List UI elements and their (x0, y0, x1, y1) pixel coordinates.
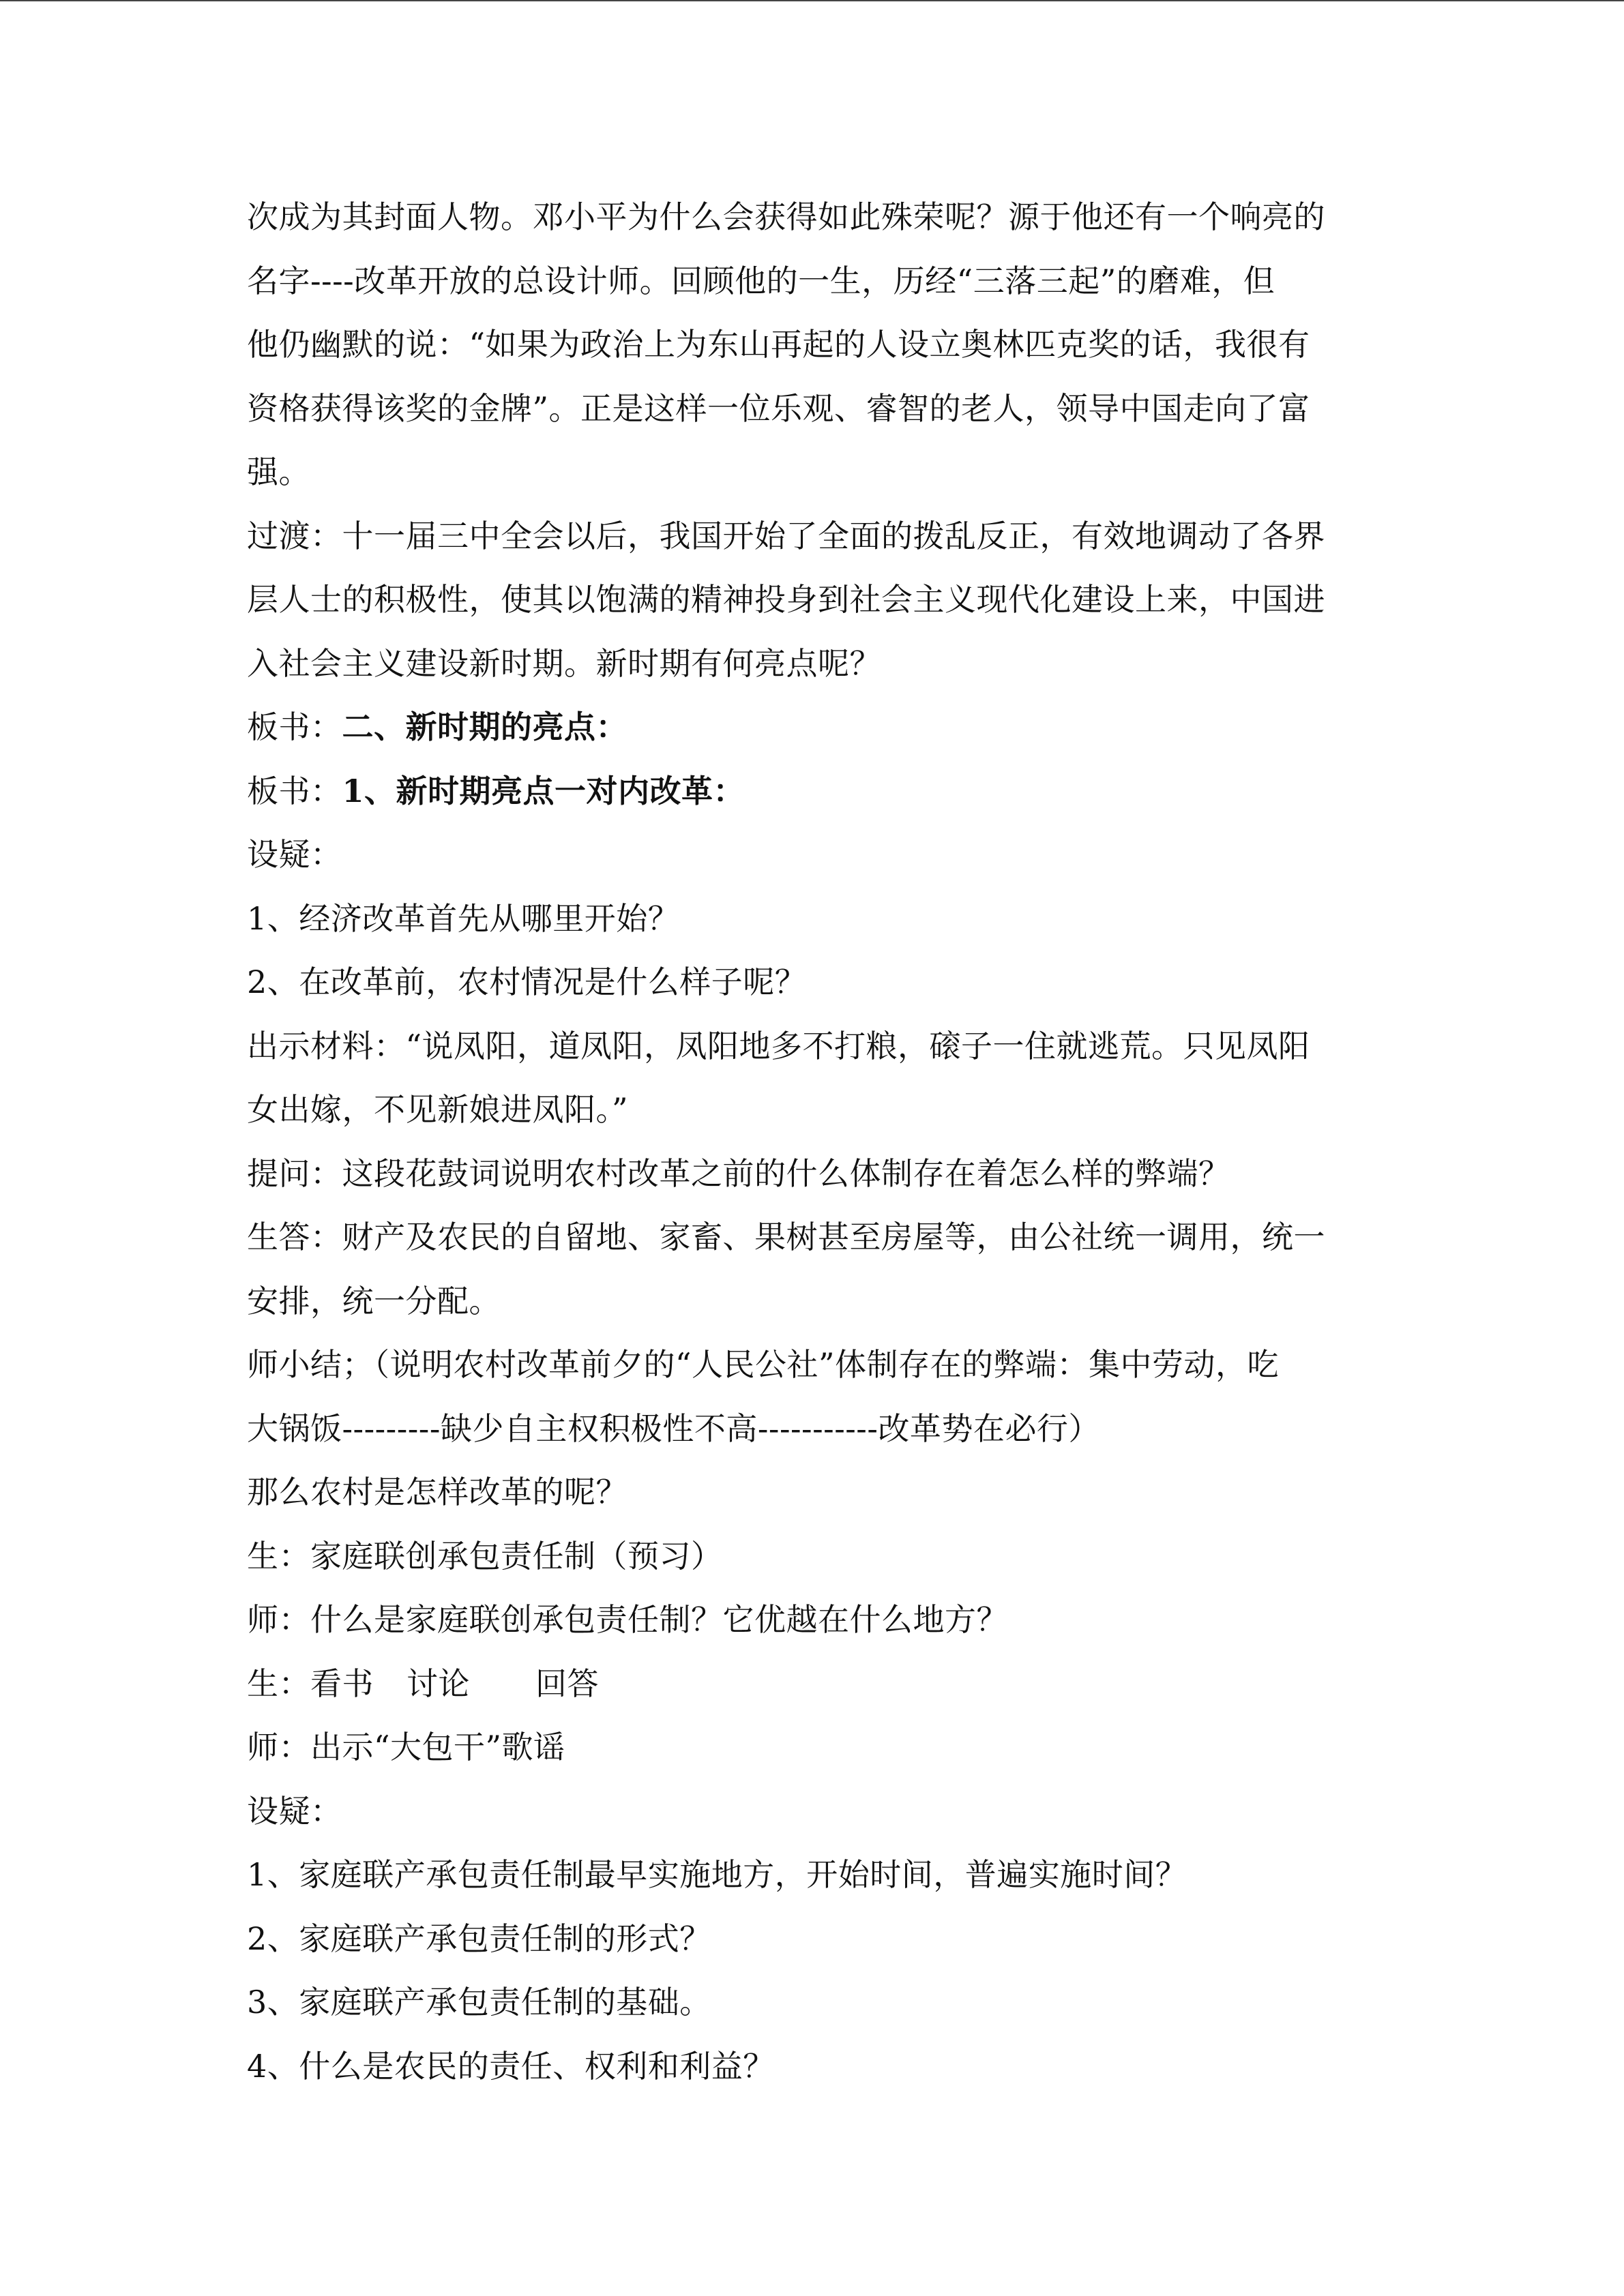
board-label: 板书： (247, 772, 342, 809)
paragraph-line: 设疑： (247, 1792, 342, 1830)
question-line: 4、什么是农民的责任、权利和利益？ (247, 2047, 775, 2085)
student-activity-line (247, 1652, 1379, 1716)
paragraph-line: 强。 (247, 453, 310, 490)
board-heading-main (247, 696, 1379, 760)
paragraph-line: 资格获得该奖的金牌”。正是这样一位乐观、睿智的老人，领导中国走向了富 (247, 389, 1310, 427)
board-heading-text: 二、新时期的亮点： (342, 709, 628, 745)
question-line: 1、经济改革首先从哪里开始？ (247, 899, 680, 937)
paragraph-line: 他仍幽默的说：“如果为政治上为东山再起的人设立奥林匹克奖的话，我很有 (247, 326, 1310, 363)
paragraph-line: 师小结；（说明农村改革前夕的“人民公社”体制存在的弊端：集中劳动，吃 (247, 1346, 1280, 1383)
board-heading-text: 1、新时期亮点一对内改革： (342, 772, 745, 809)
student-activity-discuss: 讨论 (407, 1665, 470, 1702)
question-line: 2、在改革前，农村情况是什么样子呢？ (247, 964, 807, 1000)
document-body (247, 185, 1379, 2098)
question-line: 2、家庭联产承包责任制的形式？ (247, 1920, 711, 1957)
paragraph-line: 入社会主义建设新时期。新时期有何亮点呢？ (247, 644, 881, 682)
paragraph-line: 生答：财产及农民的自留地、家畜、果树甚至房屋等，由公社统一调用，统一 (247, 1219, 1325, 1255)
paragraph-line: 层人士的积极性，使其以饱满的精神投身到社会主义现代化建设上来，中国进 (247, 581, 1325, 618)
paragraph-line: 女出嫁，不见新娘进凤阳。” (247, 1091, 629, 1128)
paragraph-line: 那么农村是怎样改革的呢？ (247, 1474, 628, 1510)
paragraph-line: 过渡：十一届三中全会以后，我国开始了全面的拨乱反正，有效地调动了各界 (247, 517, 1325, 554)
paragraph-line: 安排，统一分配。 (247, 1282, 501, 1320)
paragraph-line: 生：家庭联创承包责任制（预习） (247, 1537, 723, 1575)
question-line: 1、家庭联产承包责任制最早实施地方，开始时间，普遍实施时间？ (247, 1856, 1187, 1893)
paragraph-line: 出示材料：“说凤阳，道凤阳，凤阳地多不打粮，磙子一住就逃荒。只见凤阳 (247, 1027, 1310, 1064)
question-line: 3、家庭联产承包责任制的基础。 (247, 1984, 711, 2021)
board-heading-sub (247, 760, 1379, 824)
paragraph-line: 大锅饭---------缺少自主权积极性不高-----------改革势在必行） (247, 1410, 1100, 1447)
paragraph-line: 设疑： (247, 836, 342, 873)
paragraph-line: 名字----改革开放的总设计师。回顾他的一生，历经“三落三起”的磨难，但 (247, 262, 1275, 299)
student-activity-read: 生：看书 (247, 1665, 374, 1702)
paragraph-line: 次成为其封面人物。邓小平为什么会获得如此殊荣呢？源于他还有一个响亮的 (247, 198, 1325, 235)
student-activity-answer: 回答 (535, 1665, 599, 1702)
paragraph-line: 提问：这段花鼓词说明农村改革之前的什么体制存在着怎么样的弊端？ (247, 1154, 1230, 1192)
paragraph-line: 师：什么是家庭联创承包责任制？它优越在什么地方？ (247, 1601, 1008, 1638)
board-label: 板书： (247, 709, 342, 745)
paragraph-line: 师：出示“大包干”歌谣 (247, 1729, 565, 1765)
